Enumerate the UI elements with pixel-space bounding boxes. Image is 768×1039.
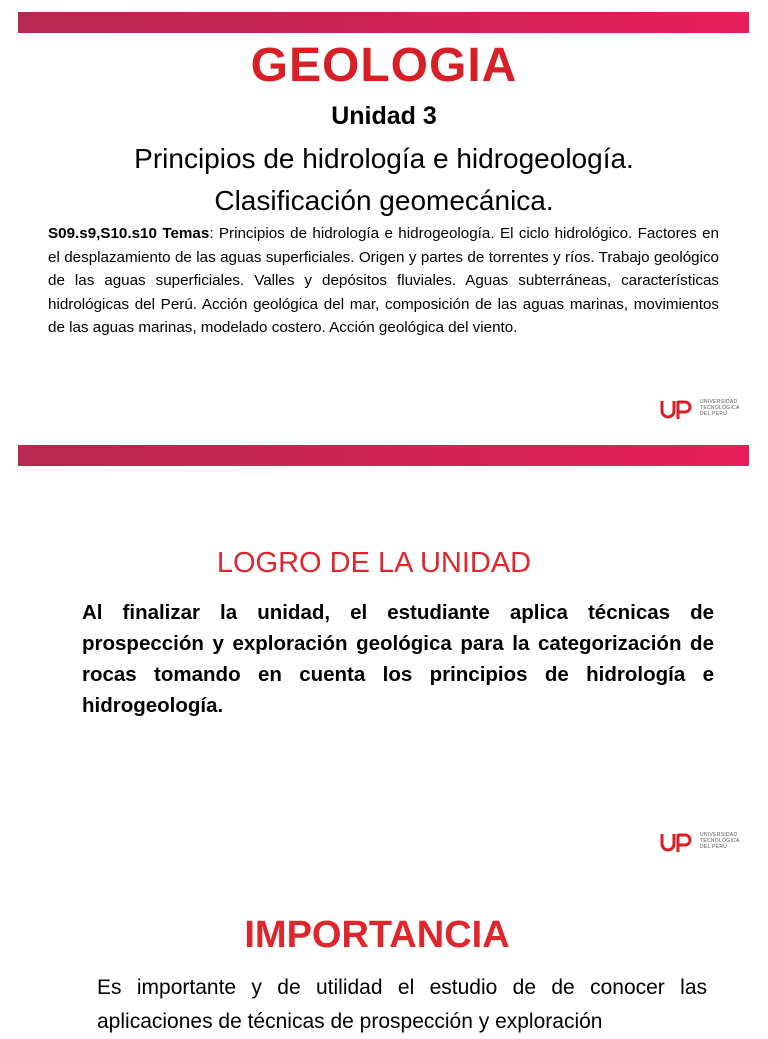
slide-1 [0,0,768,440]
importancia-title: IMPORTANCIA [244,914,510,956]
utp-logo-icon [660,399,695,421]
utp-logo-text: UNIVERSIDAD TECNOLÓGICA DEL PERÚ [700,832,740,850]
course-title: GEOLOGIA [250,39,518,92]
utp-logo-text: UNIVERSIDAD TECNOLÓGICA DEL PERÚ [700,399,740,417]
top-accent-bar [18,12,749,33]
logro-title: LOGRO DE LA UNIDAD [216,547,532,579]
logro-text: Al finalizar la unidad, el estudiante aplica técnicas de prospección y exploración geológica para la categorización de rocas tomando en cuenta los principios de hidrología e hidrogeología. [82,601,714,717]
utp-logo [660,396,750,426]
topics-text: : Principios de hidrología e hidrogeología. El ciclo hidrológico. Factores en el desplazamiento de las aguas superficiales. Origen y partes de torrentes y ríos. Trabajo geológico de las aguas superficiales. Valles y depósitos fluviales. Aguas subterráneas, características hidrológicas del Perú. Acción geológica del mar, composición de las aguas marinas, movimientos de las aguas marinas, modelado costero. Acción geológica del viento. [48,225,719,336]
top-accent-bar [18,445,749,466]
topics-paragraph [48,222,719,340]
utp-logo-icon [660,832,695,854]
importancia-text: Es importante y de utilidad el estudio de de conocer las aplicaciones de técnicas de prospección y exploración [97,976,707,1033]
subtitle-line-2: Clasificación geomecánica. [214,185,554,216]
topics-label: S09.s9,S10.s10 Temas [48,225,210,242]
utp-logo [660,829,750,859]
unit-label: Unidad 3 [331,102,437,130]
subtitle-line-1: Principios de hidrología e hidrogeología. [134,143,634,174]
